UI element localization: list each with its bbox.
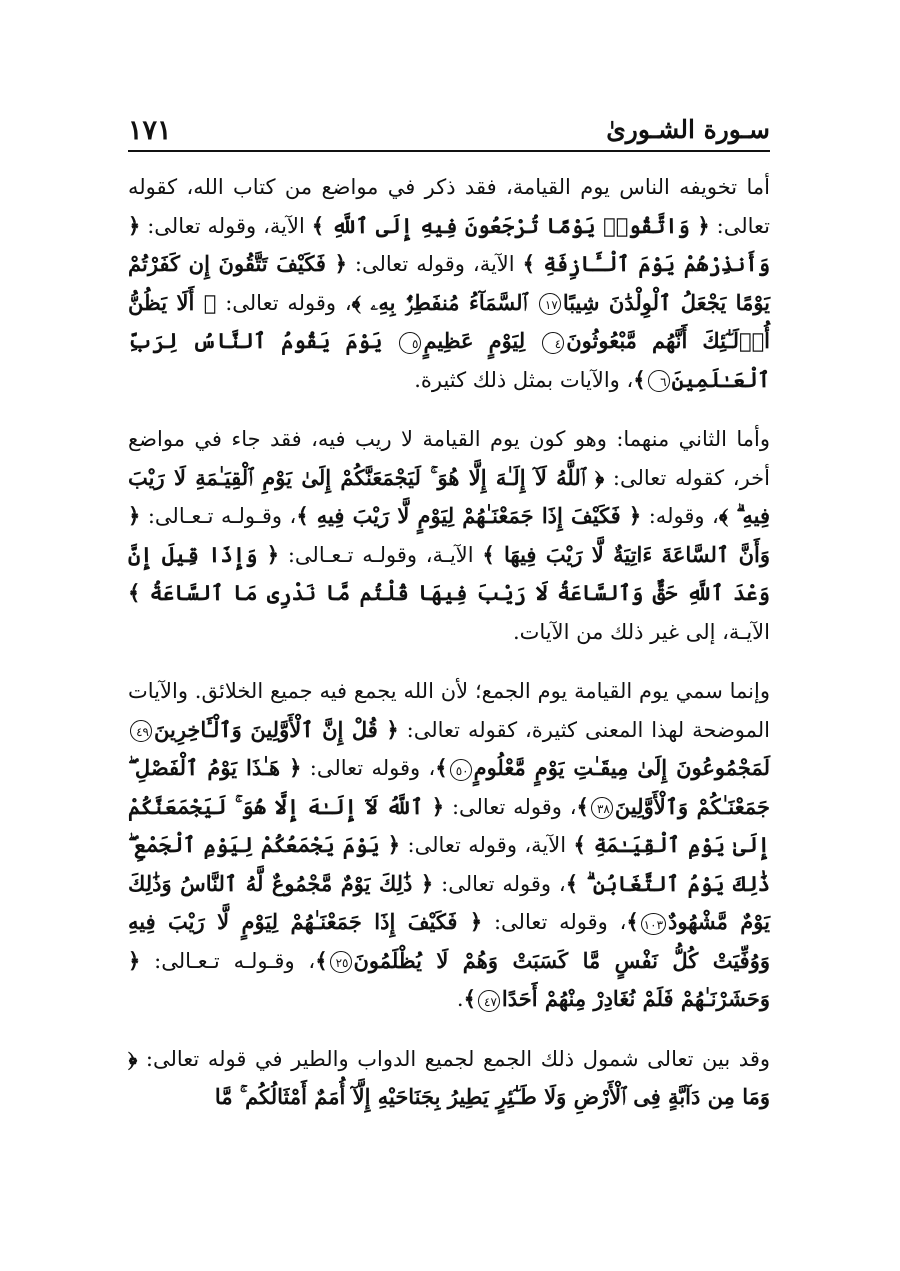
quran-verse: ﴿ وَأَنذِرْهُمْ يَوْمَ ٱلْـَٔازِفَةِ ﴾ <box>128 212 771 276</box>
commentary-text: الآية، وقوله تعالى: <box>346 252 523 276</box>
quran-verse: ﴿ فَكَيْفَ إِذَا جَمَعْنَـٰهُمْ لِيَوْمٍ لَّا رَيْبَ فِيهِ ﴾ <box>296 503 642 528</box>
quran-verse: ﴿ هَـٰذَا يَوْمُ ٱلْفَصْلِ ۖ جَمَعْنَـٰكُمْ وَٱلْأَوَّلِينَ <box>128 755 770 819</box>
ayah-number-marker: ١٧ <box>539 293 561 315</box>
paragraph <box>128 420 770 651</box>
commentary-text: ، وقوله تعالى: <box>433 871 566 896</box>
quran-verse: ﴿ ٱللَّهُ لَآ إِلَـٰهَ إِلَّا هُوَ ۚ لَيَجْمَعَنَّكُمْ إِلَىٰ يَوْمِ ٱلْقِيَـٰمَةِ لَا رَيْبَ فِيهِ ۗ ﴾ <box>128 464 771 528</box>
quran-verse: ﴾ <box>435 755 448 780</box>
commentary-text: ، وقوله تعالى: <box>444 794 577 819</box>
commentary-text: الآية، وقوله تعالى: <box>140 213 312 238</box>
commentary-text: الآيـة، إلى غير ذلك من الآيات. <box>512 619 770 644</box>
commentary-text: أما تخويفه الناس يوم القيامة، فقد ذكر في مواضع من كتاب الله، كقوله تعالى: <box>128 175 770 238</box>
quran-verse: يَوْمَ يَقُومُ ٱلنَّاسُ لِرَبِّ ٱلْعَـٰلَمِينَ <box>128 328 770 392</box>
commentary-text: ، وقوله تعالى: <box>482 910 627 934</box>
commentary-text: ، والآيات بمثل ذلك كثيرة. <box>414 367 634 392</box>
quran-verse: ﴾ <box>576 793 589 819</box>
ayah-number-marker: ١٠٣ <box>641 913 666 935</box>
ayah-number-marker: ٤٩ <box>130 720 152 742</box>
page-body <box>128 168 770 1138</box>
commentary-text: ، وقوله تعالى: <box>301 756 436 780</box>
commentary-text: ، وقوله: <box>641 504 719 528</box>
quran-verse: ٱلسَّمَآءُ مُنفَطِرٌۢ بِهِۦ ﴾ <box>351 289 537 315</box>
quran-verse: ﴾ <box>315 947 328 973</box>
commentary-text: . <box>456 987 464 1011</box>
ayah-number-marker: ٤ <box>542 332 564 354</box>
commentary-text: وقد بين تعالى شمول ذلك الجمع لجميع الدواب والطير في قوله تعالى: <box>137 1046 770 1071</box>
quran-verse: لَمَجْمُوعُونَ إِلَىٰ مِيقَـٰتِ يَوْمٍ مَّعْلُومٍ <box>473 755 770 780</box>
quran-verse: ﴿ أَلَا يَظُنُّ أُو۟لَـٰٓئِكَ أَنَّهُم مَّبْعُوثُونَ <box>128 289 770 353</box>
quran-verse: ﴾ <box>633 366 646 392</box>
paragraph <box>128 1040 770 1117</box>
commentary-text: وإنما سمي يوم القيامة يوم الجمع؛ لأن الله يجمع فيه جميع الخلائق. والآيات الموضحة لهذا المعنى كثيرة، كقوله تعالى: <box>128 679 771 742</box>
commentary-text: ، وقوله تعالى: <box>216 290 352 315</box>
ayah-number-marker: ٥٠ <box>450 759 472 781</box>
quran-verse: ﴿ وَاتَّقُوا۟ يَوْمًا تُرْجَعُونَ فِيهِ إِلَى ٱللَّهِ ﴾ <box>311 212 710 238</box>
quran-verse: ﴿ وَحَشَرْنَـٰهُمْ فَلَمْ نُغَادِرْ مِنْهُمْ أَحَدًا <box>128 947 770 1011</box>
quran-verse: ﴿ وَمَا مِن دَآبَّةٍ فِى ٱلْأَرْضِ وَلَا طَـٰٓئِرٍ يَطِيرُ بِجَنَاحَيْهِ إِلَّآ أُمَمٌ أَمْثَالُكُم ۚ مَّا <box>128 1045 770 1109</box>
quran-verse: لِيَوْمٍ عَظِيمٍ <box>423 328 541 353</box>
page-header <box>128 108 770 152</box>
quran-verse: ﴿ فَكَيْفَ إِذَا جَمَعْنَـٰهُمْ لِيَوْمٍ لَّا رَيْبَ فِيهِ وَوُفِّيَتْ كُلُّ نَفْسٍ مَّا كَسَبَتْ وَهُمْ لَا يُظْلَمُونَ <box>128 909 770 973</box>
ayah-number-marker: ٥ <box>399 332 421 354</box>
ayah-number-marker: ٢٥ <box>330 951 352 973</box>
commentary-text: ، وقـولـه تـعـالى: <box>140 948 316 973</box>
quran-verse: ﴿ يَوْمَ يَجْمَعُكُمْ لِيَوْمِ ٱلْجَمْعِ ۖ ذَٰلِكَ يَوْمُ ٱلتَّغَابُنِ ۗ ﴾ <box>128 832 771 896</box>
quran-verse: ﴿ وَإِذَا قِيلَ إِنَّ وَعْدَ ٱللَّهِ حَقٌّ وَٱلسَّاعَةُ لَا رَيْبَ فِيهَا قُلْتُم مَّا نَدْرِى مَا ٱلسَّاعَةُ ﴾ <box>128 541 770 605</box>
paragraph <box>128 168 770 399</box>
quran-verse: ﴿ وَأَنَّ ٱلسَّاعَةَ ءَاتِيَةٌ لَّا رَيْبَ فِيهَا ﴾ <box>128 503 770 567</box>
quran-verse: ﴿ ٱللَّهُ لَآ إِلَـٰهَ إِلَّا هُوَ ۚ لَيَجْمَعَنَّكُمْ إِلَىٰ يَوْمِ ٱلْقِيَـٰمَةِ ﴾ <box>128 793 770 857</box>
ayah-number-marker: ٣٨ <box>591 797 613 819</box>
commentary-text: وأما الثاني منهما: وهو كون يوم القيامة لا ريب فيه، فقد جاء في مواضع أخر، كقوله تعالى: <box>128 427 770 490</box>
commentary-text: الآية، وقوله تعالى: <box>400 833 574 857</box>
page-number: ١٧١ <box>128 115 172 146</box>
quran-verse: ﴿ قُلْ إِنَّ ٱلْأَوَّلِينَ وَٱلْـَٔاخِرِينَ <box>154 716 399 742</box>
quran-verse: ﴾ <box>463 986 476 1011</box>
ayah-number-marker: ٤٧ <box>478 990 500 1012</box>
ayah-number-marker: ٦ <box>648 370 670 392</box>
quran-verse: ﴾ <box>626 909 639 934</box>
quran-verse: ﴿ ذَٰلِكَ يَوْمٌ مَّجْمُوعٌ لَّهُ ٱلنَّاسُ وَذَٰلِكَ يَوْمٌ مَّشْهُودٌ <box>128 870 770 934</box>
surah-title: سـورة الشـورىٰ <box>606 115 770 144</box>
paragraph <box>128 672 770 1019</box>
commentary-text: الآيـة، وقولـه تـعـالى: <box>279 542 483 567</box>
quran-verse: ﴿ فَكَيْفَ تَتَّقُونَ إِن كَفَرْتُمْ يَوْمًا يَجْعَلُ ٱلْوِلْدَٰنَ شِيبًا <box>128 251 771 315</box>
commentary-text: ، وقـولـه تـعـالى: <box>140 504 297 528</box>
